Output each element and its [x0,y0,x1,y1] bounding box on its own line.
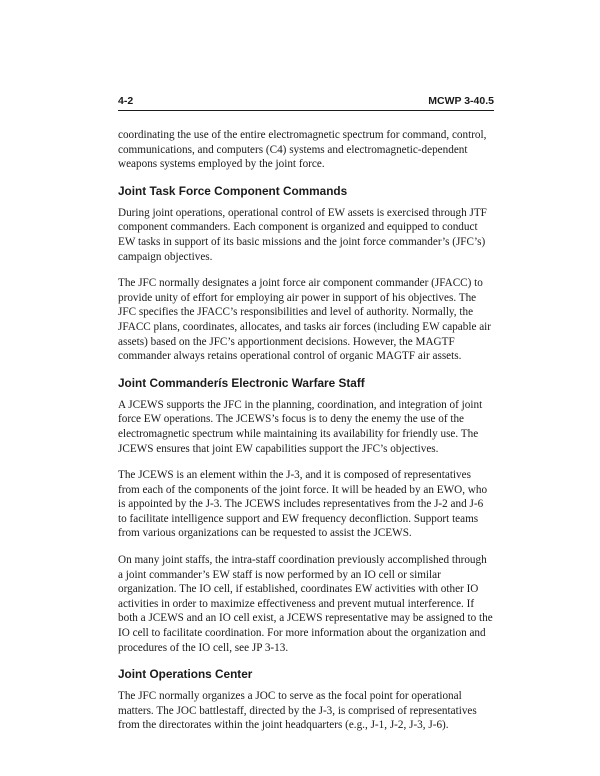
paragraph: The JFC normally designates a joint force air component commander (JFACC) to provide unity of effort for employing air power in support of his objectives. The JFC specifies the JFACC’s responsibilities and level of authority. Normally, the JFACC plans, coordinates, allocates, and tasks air forces (including EW capable air assets) based on the JFC’s apportionment decisions. However, the MAGTF commander always retains operational control of organic MAGTF air assets. [118,277,492,363]
paragraph: The JFC normally organizes a JOC to serve as the focal point for operational matters. The JOC battlestaff, directed by the J-3, is comprised of representatives from the directorates within the joint headquarters (e.g., J-1, J-2, J-3, J-6). [118,690,477,732]
page-body [118,128,494,745]
paragraph: On many joint staffs, the intra-staff coordination previously accomplished through a joint commander’s EW staff is now performed by an IO cell or similar organization. The IO cell, if established, coordinates EW activities with other IO activities in order to maximize effectiveness and prevent mutual interference. If both a JCEWS and an IO cell exist, a JCEWS representative may be assigned to the IO cell to facilitate coordination. For more information about the organization and procedures of the IO cell, see JP 3-13. [118,554,493,654]
section-heading: Joint Task Force Component Commands [118,183,348,198]
page-number: 4-2 [118,95,134,107]
section-heading: Joint Operations Center [118,667,253,682]
section-heading: Joint Commanderís Electronic Warfare Staff [118,375,365,390]
section-jtf-component-commands [118,184,494,364]
paragraph: The JCEWS is an element within the J-3, and it is composed of representatives from each of the components of the joint force. It will be headed by an EWO, who is appointed by the J-3. The JCEWS includes representatives from the J-2 and J-6 to facilitate intelligence support and EW frequency deconfliction. Support teams from various organizations can be requested to assist the JCEWS. [118,469,488,540]
paragraph: During joint operations, operational control of EW assets is exercised through JTF component commanders. Each component is organized and equipped to conduct EW tasks in support of its basic missions and the joint force commander’s (JFC’s) campaign objectives. [118,206,487,263]
section-jcews [118,376,494,656]
running-header [118,93,494,107]
section-joint-operations-center [118,667,494,733]
paragraph: A JCEWS supports the JFC in the planning, coordination, and integration of joint force EW operations. The JCEWS’s focus is to deny the enemy the use of the electromagnetic spectrum while maintaining its availability for friendly use. The JCEWS ensures that joint EW capabilities support the JFC’s objectives. [118,398,483,455]
publication-id: MCWP 3-40.5 [428,95,494,107]
intro-paragraph: coordinating the use of the entire electromagnetic spectrum for command, control, communications, and computers (C4) systems and electromagnetic-dependent weapons systems employed by the joint force. [118,129,487,171]
header-rule [118,110,494,111]
